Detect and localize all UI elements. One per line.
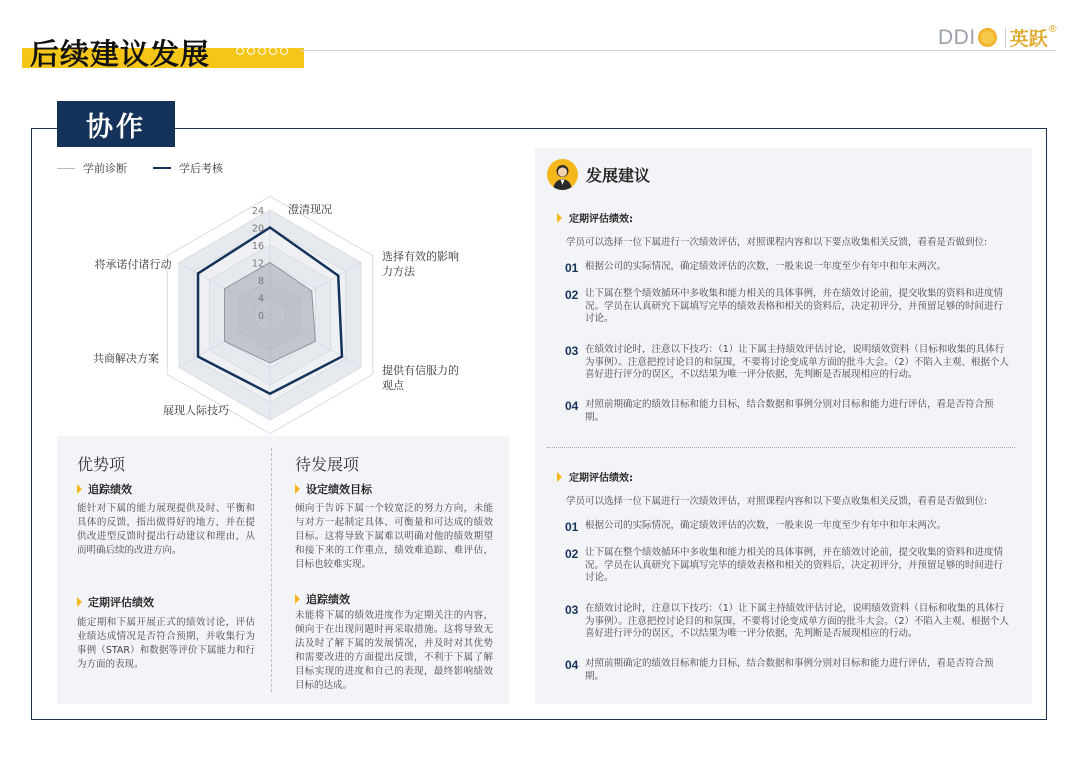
radar-axis-label: 将承诺付诸行动 <box>94 258 172 271</box>
weakness-text-2: 未能将下属的绩效进度作为定期关注的内容，倾向于在出现问题时再采取措施。这将导致无法及时了解下属的发展情况，并及时对其优势和需要改进的方面提出反馈，不利于下属了解目标实现的进度和自己的表现，最终影响绩效目标的达成。 <box>295 610 493 691</box>
advice-panel: 发展建议 定期评估绩效: 学员可以选择一位下属进行一次绩效评估，对照课程内容和以下要点收集相关反馈，看看是否做到位: 01 根据公司的实际情况，确定绩效评估的次数，一般来说一年度至少有年中和年末两次。 02 让下属在整个绩效循环中多收集和能力相关的具体事例，并在绩效讨论前，提交收集的资料和进度情况。学员在认真研究下属填写完毕的绩效表格和相关的资料后，决定初评分，并预留足够的时间进行讨论。 03 在绩效讨论时，注意以下技巧：（1）让下属主持绩效评估讨论，说明绩效资料（目标和收集的具体行为事例）。注意把控讨论目的和氛围，不要将讨论变成单方面的批斗大会。（2）不陷入主观、根据个人喜好进行评分的误区，不以结果为唯一评分依据，先判断是否展现相应的行动。 04 对照前期确定的绩效目标和能力目标，结合数据和事例分别对目标和能力进行评估，看是否符合预期。 定期评估绩效: 学员可以选择一位下属进行一次绩效评估，对照课程内容和以下要点收集相关反馈，看看是否做到位: 01 根据公司的实际情况，确定绩效评估的次数，一般来说一年度至少有年中和年末两次。 02 让下属在整个绩效循环中多收集和能力相关的具体事例，并在绩效讨论前，提交收集的资料和进度情况。学员在认真研究下属填写完毕的绩效表格和相关的资料后，决定初评分，并预留足够的时间进行讨论。 03 在绩效讨论时，注意以下技巧：（1）让下属主持绩效评估讨论，说明绩效资料（目标和收集的具体行为事例）。注意把控讨论目的和氛围，不要将讨论变成单方面的批斗大会。（2）不陷入主观、根据个人喜好进行评分的误区，不以结果为唯一评分依据，先判断是否展现相应的行动。 04 对照前期确定的绩效目标和能力目标，结合数据和事例分别对目标和能力进行评估，看是否符合预期。 <box>535 148 1032 704</box>
bullet-marker-icon <box>77 597 82 607</box>
logo-separator <box>1005 28 1006 48</box>
advice-heading-1: 定期评估绩效: <box>557 210 633 225</box>
radar-tick-label: 24 <box>251 206 264 217</box>
radar-axis-label: 共商解决方案 <box>93 352 159 365</box>
strengths-panel <box>57 436 509 704</box>
legend-label-pre: 学前诊断 <box>83 162 127 175</box>
bullet-marker-icon <box>557 213 562 223</box>
radar-tick-label: 4 <box>257 293 264 305</box>
radar-axis-label: 选择有效的影响 <box>382 250 459 263</box>
radar-tick-label: 0 <box>257 311 264 322</box>
bullet-marker-icon <box>295 594 300 604</box>
bullet-marker-icon <box>295 484 300 494</box>
advice-intro-2: 学员可以选择一位下属进行一次绩效评估，对照课程内容和以下要点收集相关反馈，看看是否做到位: <box>566 496 988 507</box>
legend-label-post: 学后考核 <box>179 162 223 175</box>
radar-axis-label: 提供有信服力的 <box>382 364 459 377</box>
weakness-heading-2: 追踪绩效 <box>295 591 350 607</box>
section-tab: 协作 <box>57 101 175 147</box>
weakness-heading-1: 设定绩效目标 <box>295 481 372 497</box>
page-title: 后续建议发展 <box>30 37 211 71</box>
strengths-title: 优势项 <box>77 455 126 474</box>
radar-axis-label: 展现人际技巧 <box>163 404 229 417</box>
radar-tick-label: 8 <box>257 276 264 287</box>
strength-text-2: 能定期和下属开展正式的绩效讨论，评估业绩达成情况是否符合预期，并收集行为事例（STAR）和数据等评价下属能力和行为方面的表现。 <box>77 617 255 670</box>
bullet-marker-icon <box>557 472 562 482</box>
advice-divider <box>547 447 1015 448</box>
radar-chart <box>0 0 520 440</box>
weakness-text-1: 倾向于告诉下属一个较宽泛的努力方向，未能与对方一起制定具体、可衡量和可达成的绩效目标。这将导致下属难以明确对他的绩效期望和接下来的工作重点，绩效难追踪、难评估，目标也较难实现。 <box>295 503 493 570</box>
advice-title: 发展建议 <box>586 166 651 185</box>
brand-logo <box>938 24 1058 51</box>
weaknesses-title: 待发展项 <box>295 455 360 474</box>
strength-heading-1: 追踪绩效 <box>77 481 132 497</box>
strength-heading-2: 定期评估绩效 <box>77 594 154 610</box>
advice-intro-1: 学员可以选择一位下属进行一次绩效评估，对照课程内容和以下要点收集相关反馈，看看是否做到位: <box>566 237 988 248</box>
radar-axis-label: 澄清现况 <box>288 203 332 216</box>
column-divider <box>271 448 272 692</box>
logo-ddi-text: DDI <box>938 25 976 49</box>
strength-text-1: 能针对下属的能力展现提供及时、平衡和具体的反馈，指出做得好的地方，并在提供改进型反馈时提出行动建议和理由，从而明确后续的改进方向。 <box>77 503 255 556</box>
logo-registered-mark: ® <box>1047 24 1058 35</box>
bullet-marker-icon <box>77 484 82 494</box>
radar-tick-label: 16 <box>251 241 264 252</box>
person-avatar-icon <box>547 159 578 190</box>
logo-cn-text: 英跃 <box>1009 28 1048 50</box>
radar-tick-label: 12 <box>251 258 264 270</box>
advice-heading-2: 定期评估绩效: <box>557 469 633 484</box>
radar-tick-label: 20 <box>251 223 264 235</box>
logo-sun-icon <box>978 28 997 47</box>
radar-axis-label: 力方法 <box>382 265 415 278</box>
radar-axis-label: 观点 <box>382 379 404 392</box>
